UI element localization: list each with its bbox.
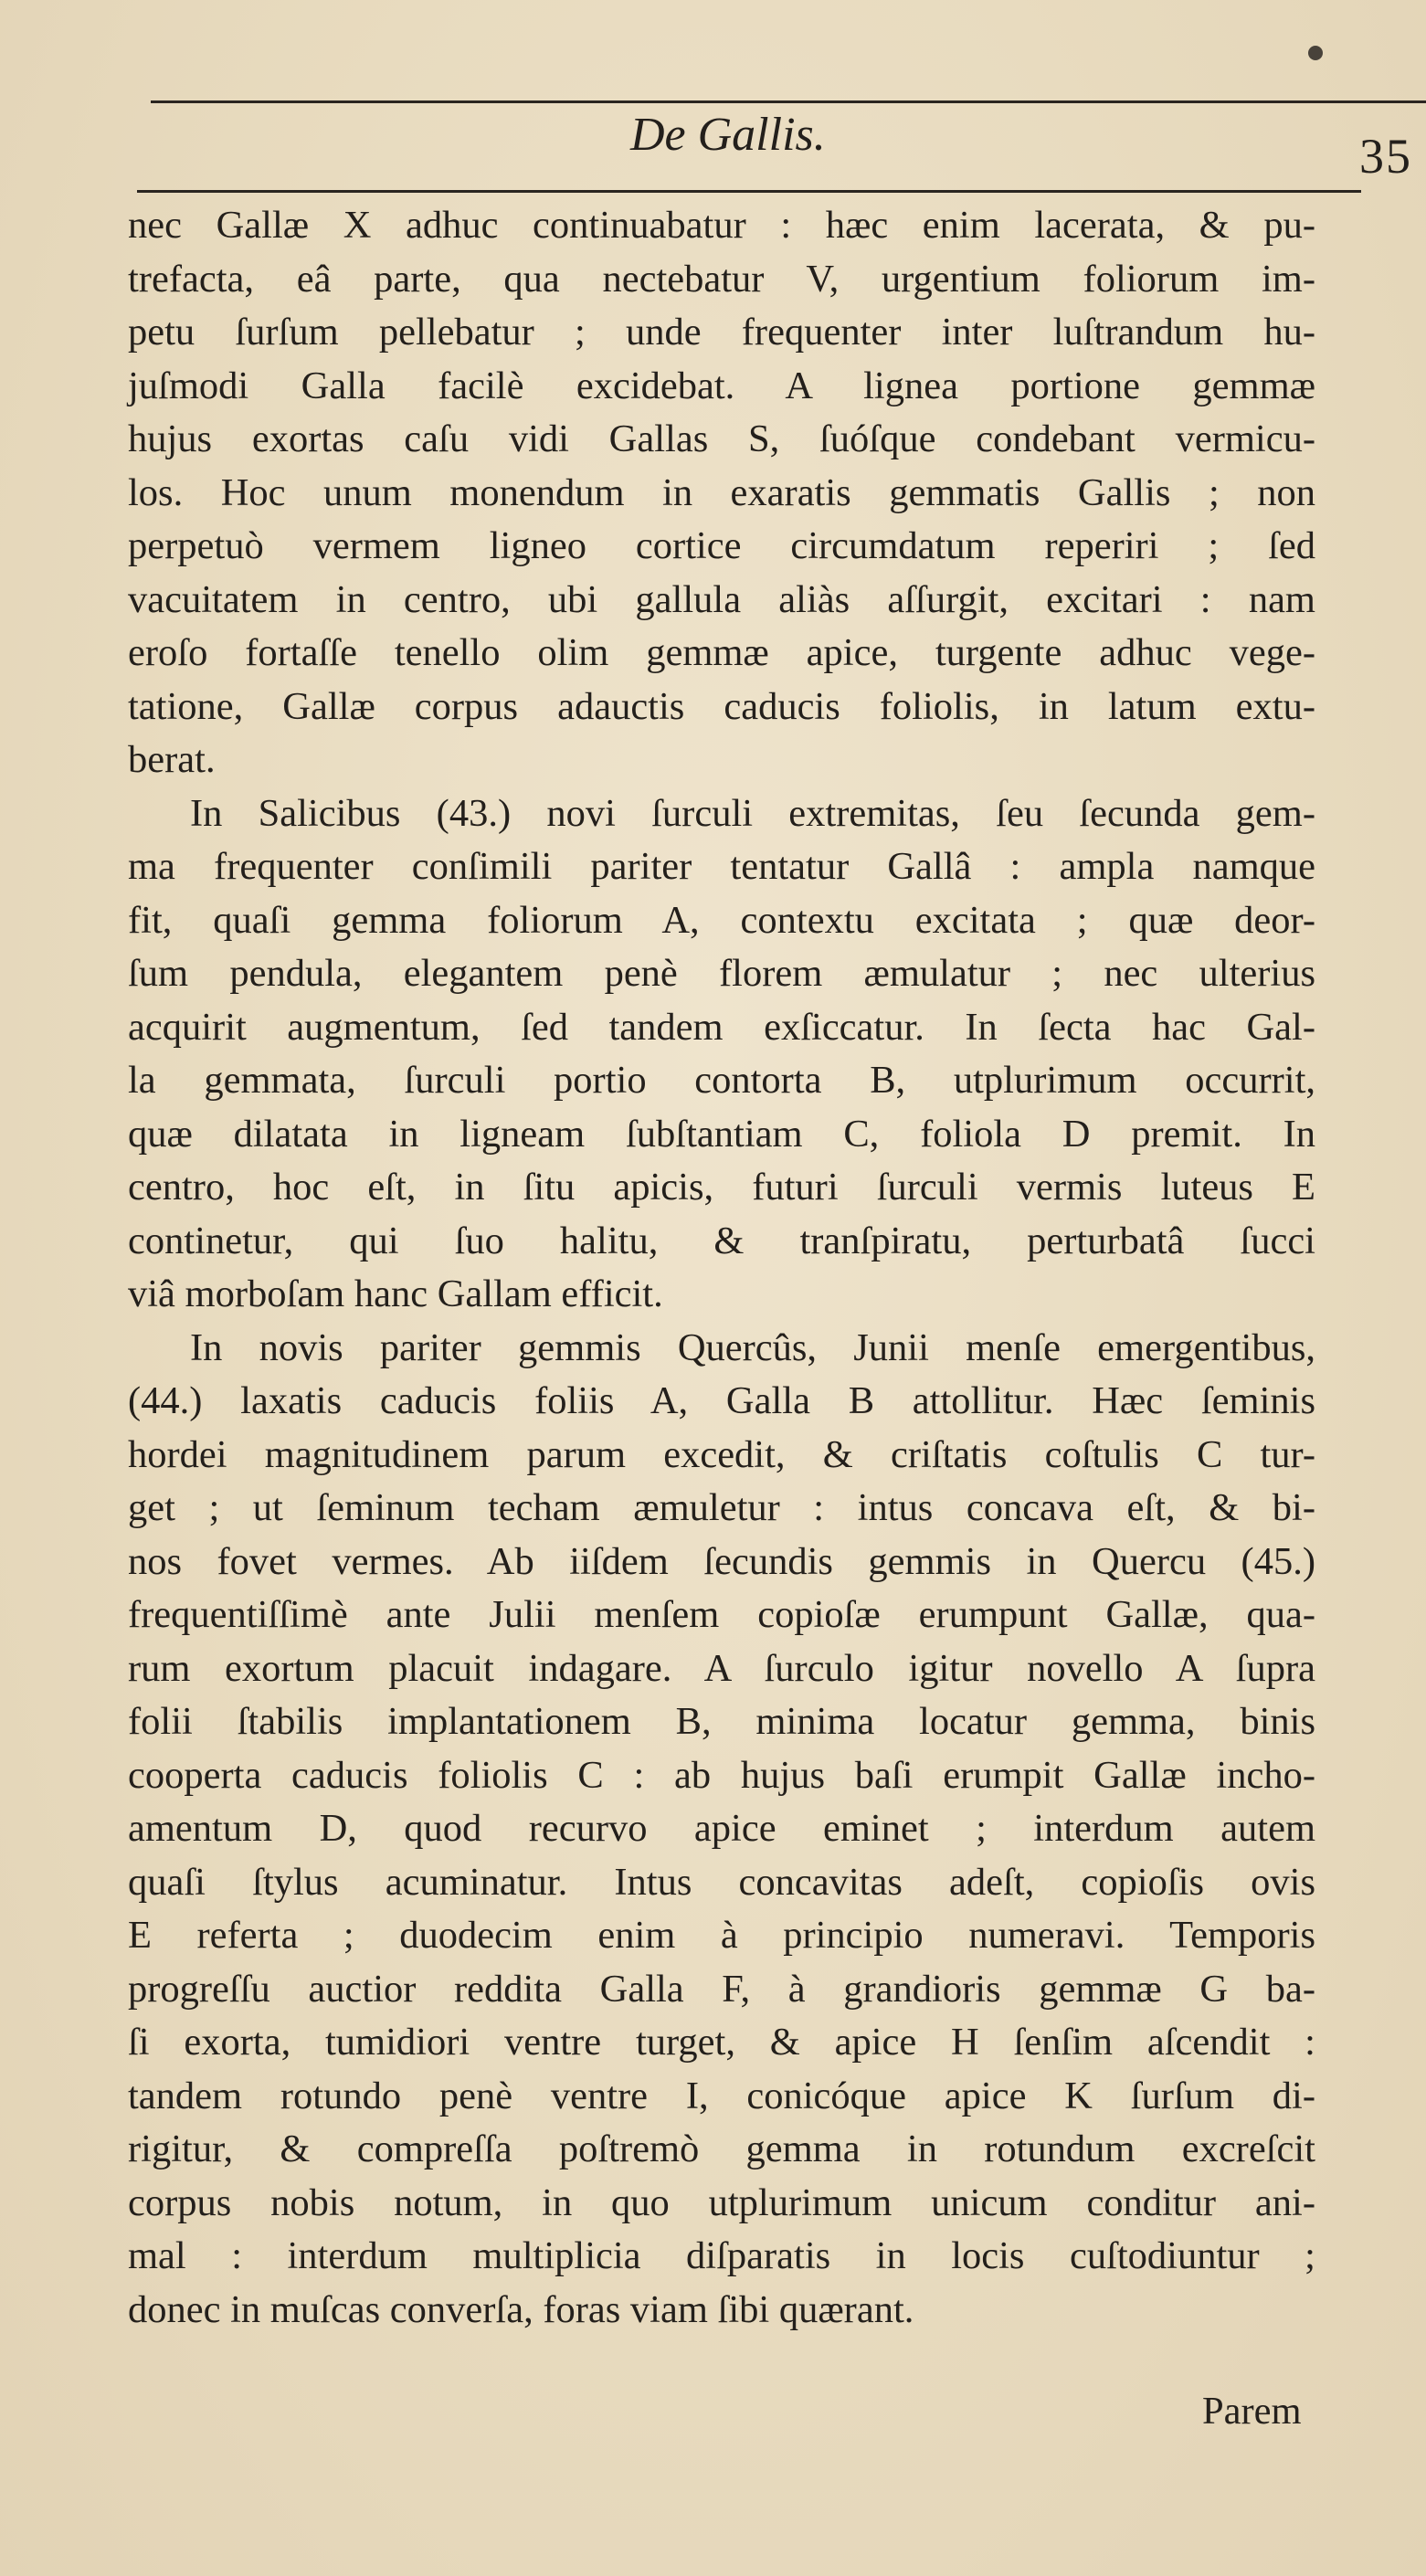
text-line: cooperta caducis foliolis C : ab hujus baſi erumpit Gallæ incho-: [128, 1753, 1315, 1797]
text-line: hujus exortas caſu vidi Gallas S, ſuóſque condebant vermicu-: [128, 417, 1315, 460]
text-line: rigitur, & compreſſa poſtremò gemma in rotundum excreſcit: [128, 2127, 1315, 2170]
text-line: progreſſu auctior reddita Galla F, à grandioris gemmæ G ba-: [128, 1967, 1315, 2011]
text-line: donec in muſcas converſa, foras viam ſibi quærant.: [128, 2287, 914, 2331]
text-line: acquirit augmentum, ſed tandem exſiccatur. In ſecta hac Gal-: [128, 1005, 1315, 1049]
text-line: la gemmata, ſurculi portio contorta B, utplurimum occurrit,: [128, 1059, 1315, 1102]
text-line: viâ morboſam hanc Gallam efficit.: [128, 1272, 663, 1315]
text-line: frequentiſſimè ante Julii menſem copioſæ erumpunt Gallæ, qua-: [128, 1593, 1315, 1636]
text-line: los. Hoc unum monendum in exaratis gemmatis Gallis ; non: [128, 470, 1315, 514]
text-line: folii ſtabilis implantationem B, minima locatur gemma, binis: [128, 1700, 1315, 1743]
text-line: vacuitatem in centro, ubi gallula aliàs aſſurgit, excitari : nam: [128, 577, 1315, 621]
catchword: Parem: [1202, 2390, 1302, 2433]
text-line: quæ dilatata in ligneam ſubſtantiam C, foliola D premit. In: [128, 1112, 1315, 1156]
text-line: nos fovet vermes. Ab iiſdem ſecundis gemmis in Quercu (45.): [128, 1539, 1315, 1583]
text-line: centro, hoc eſt, in ſitu apicis, futuri ſurculi vermis luteus E: [128, 1166, 1315, 1209]
ink-blot: [1308, 46, 1323, 60]
text-line: corpus nobis notum, in quo utplurimum unicum conditur ani-: [128, 2180, 1315, 2224]
text-line: nec Gallæ X adhuc continuabatur : hæc enim lacerata, & pu-: [128, 204, 1315, 247]
text-line: mal : interdum multiplicia diſparatis in locis cuſtodiuntur ;: [128, 2234, 1315, 2277]
header-rule-top: [151, 100, 1426, 103]
text-line: E referta ; duodecim enim à principio numeravi. Temporis: [128, 1914, 1315, 1957]
text-line: tatione, Gallæ corpus adauctis caducis foliolis, in latum extu-: [128, 684, 1315, 728]
text-line: berat.: [128, 738, 216, 781]
body-text: [128, 199, 1315, 2337]
text-line: petu ſurſum pellebatur ; unde frequenter inter luſtrandum hu-: [128, 311, 1315, 354]
text-line: rum exortum placuit indagare. A ſurculo igitur novello A ſupra: [128, 1646, 1315, 1690]
text-line: continetur, qui ſuo halitu, & tranſpiratu, perturbatâ ſucci: [128, 1219, 1315, 1262]
header-rule-bottom: [137, 190, 1361, 193]
text-line: ſum pendula, elegantem penè florem æmulatur ; nec ulterius: [128, 952, 1315, 995]
text-line: In novis pariter gemmis Quercûs, Junii menſe emergentibus,: [190, 1325, 1315, 1369]
text-line: juſmodi Galla facilè excidebat. A lignea portione gemmæ: [128, 364, 1315, 407]
text-line: perpetuò vermem ligneo cortice circumdatum reperiri ; ſed: [128, 524, 1315, 567]
text-line: eroſo fortaſſe tenello olim gemmæ apice, turgente adhuc vege-: [128, 631, 1315, 674]
text-line: fit, quaſi gemma foliorum A, contextu excitata ; quæ deor-: [128, 898, 1315, 942]
text-line: quaſi ſtylus acuminatur. Intus concavitas adeſt, copioſis ovis: [128, 1860, 1315, 1904]
text-line: ma frequenter conſimili pariter tentatur Gallâ : ampla namque: [128, 845, 1315, 888]
text-line: tandem rotundo penè ventre I, conicóque apice K ſurſum di-: [128, 2074, 1315, 2117]
text-line: ſi exorta, tumidiori ventre turget, & apice H ſenſim aſcendit :: [128, 2021, 1315, 2064]
running-title: De Gallis.: [630, 109, 826, 161]
text-line: (44.) laxatis caducis foliis A, Galla B attollitur. Hæc ſeminis: [128, 1379, 1315, 1422]
text-line: In Salicibus (43.) novi ſurculi extremitas, ſeu ſecunda gem-: [190, 791, 1315, 835]
text-line: amentum D, quod recurvo apice eminet ; interdum autem: [128, 1807, 1315, 1850]
text-line: trefacta, eâ parte, qua nectebatur V, urgentium foliorum im-: [128, 257, 1315, 301]
page-number: 35: [1359, 129, 1412, 184]
text-line: get ; ut ſeminum techam æmuletur : intus concava eſt, & bi-: [128, 1486, 1315, 1529]
text-line: hordei magnitudinem parum excedit, & criſtatis coſtulis C tur-: [128, 1432, 1315, 1476]
